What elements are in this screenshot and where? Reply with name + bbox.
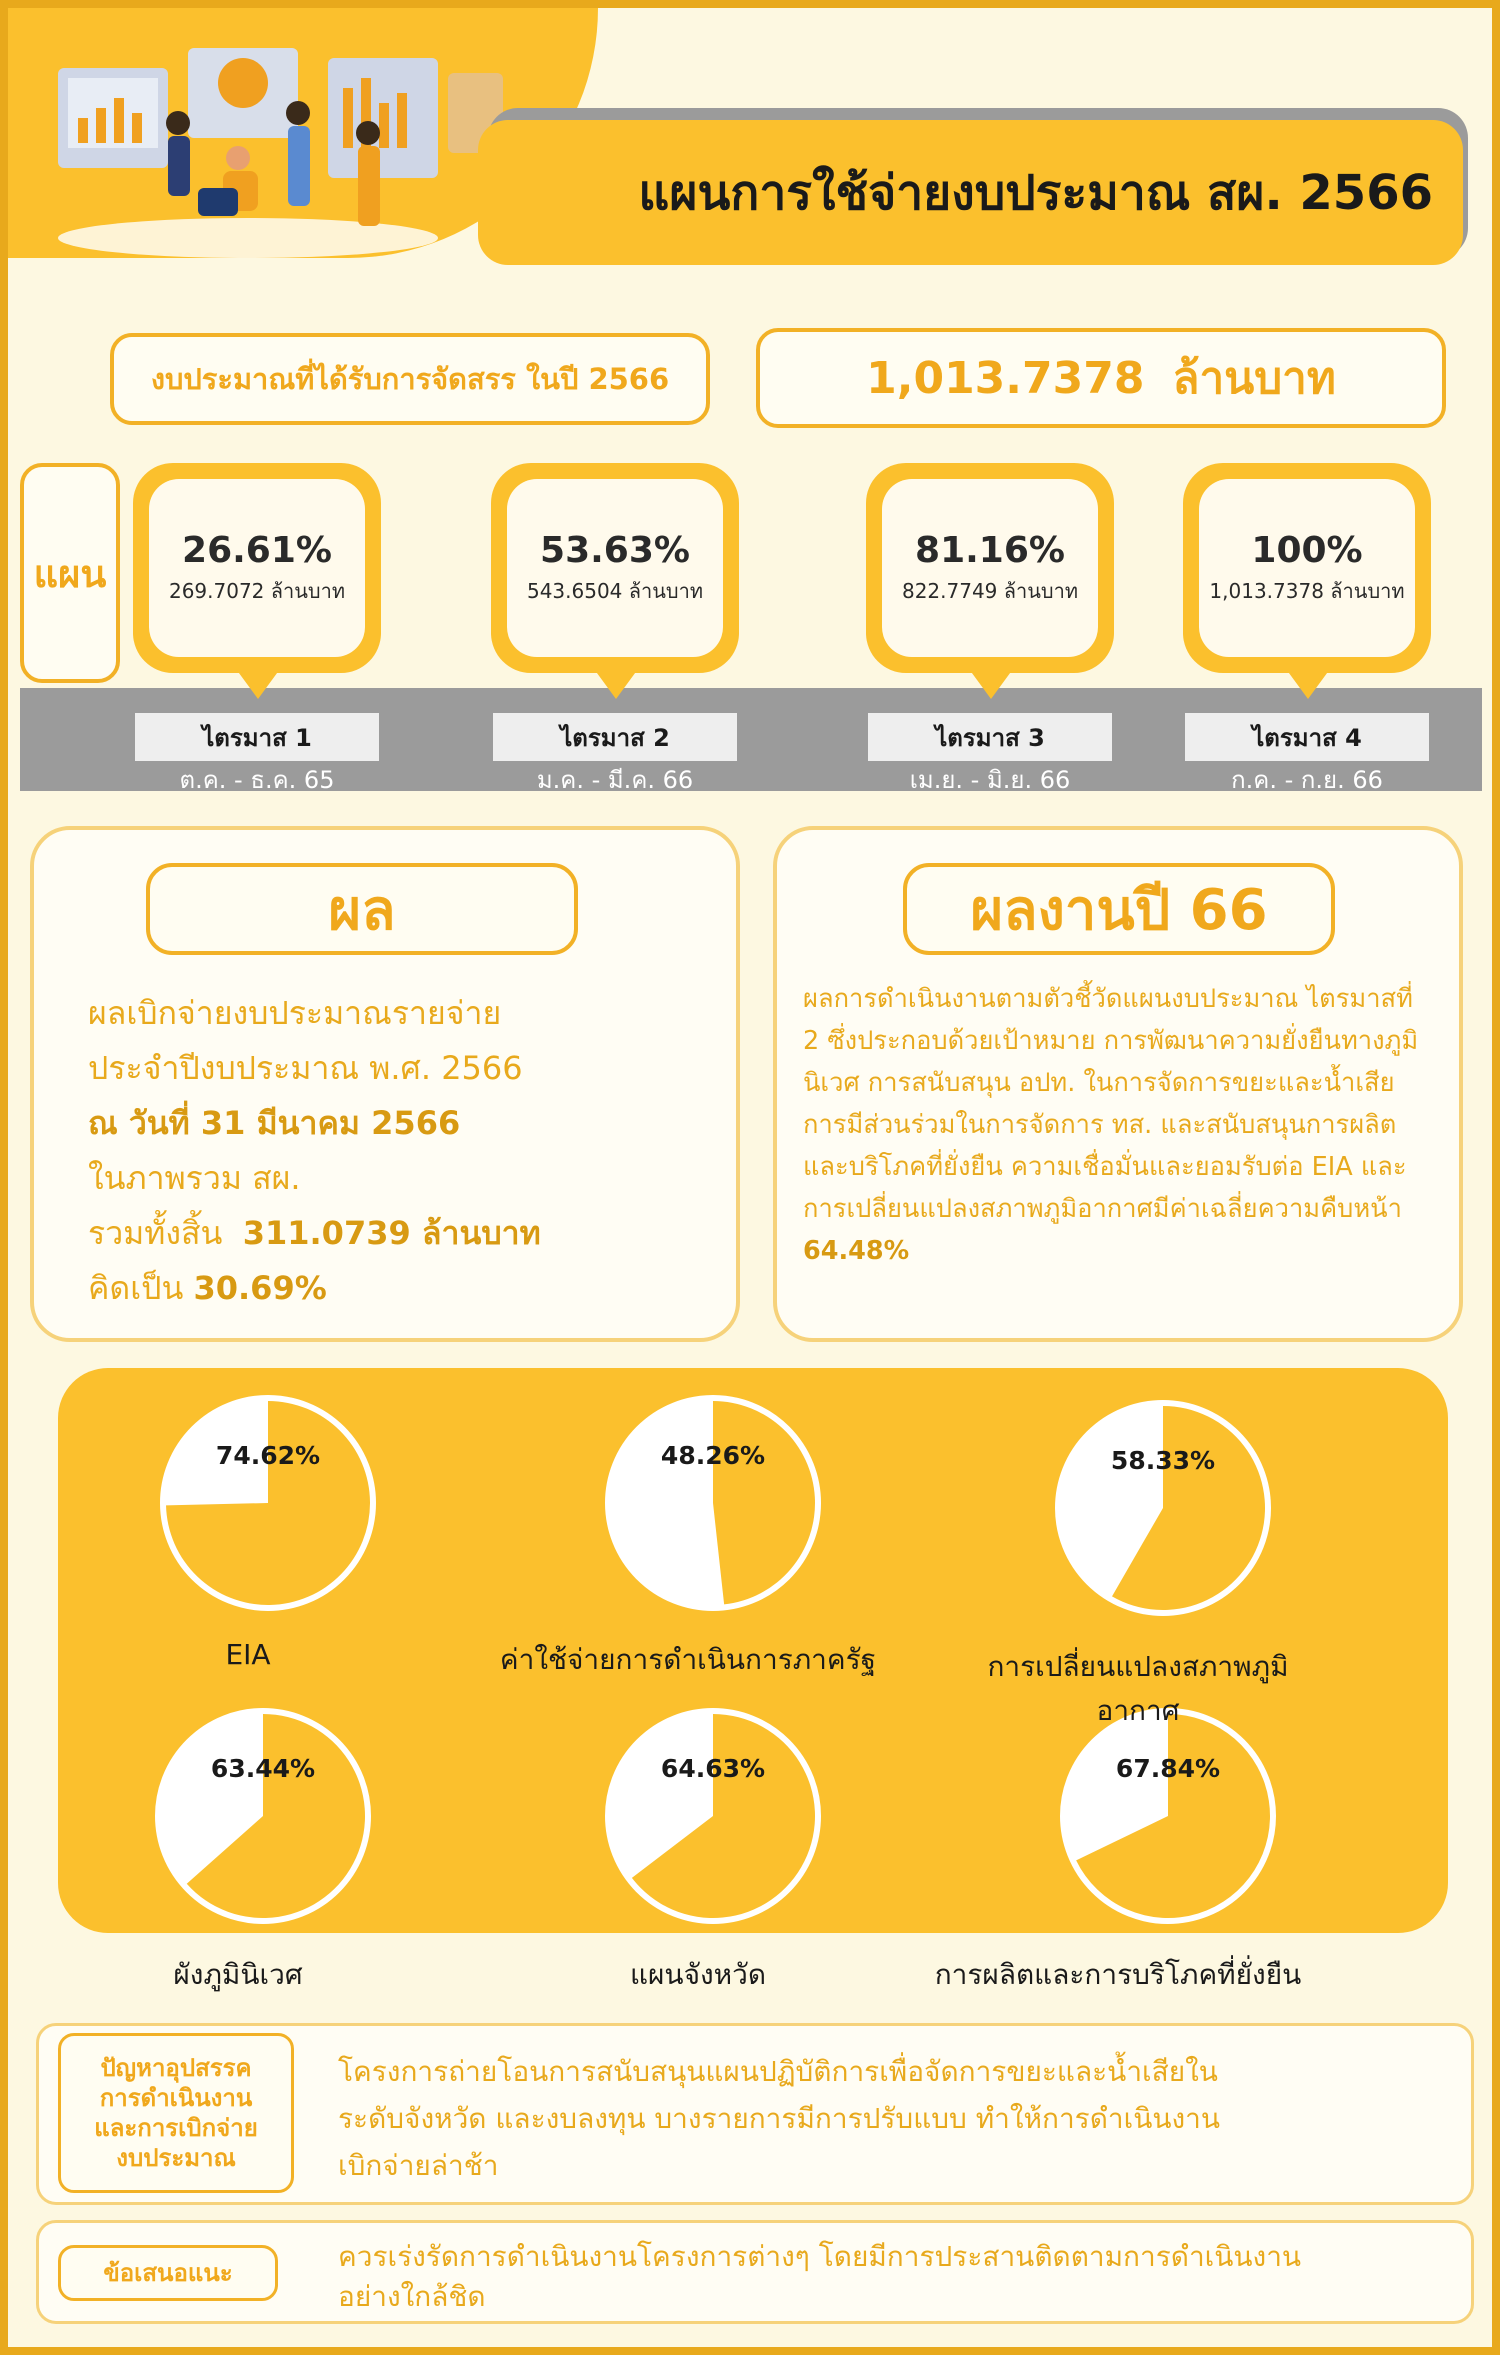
problems-label-1: ปัญหาอุปสรรค <box>100 2054 252 2082</box>
pie-slice-1 <box>713 1401 815 1604</box>
suggestion-label-box <box>58 2245 278 2301</box>
quarter-1-amount: 269.7072 ล้านบาท <box>168 578 346 603</box>
suggestion-line-1: ควรเร่งรัดการดำเนินงานโครงการต่างๆ โดยมีการประสานติดตามการดำเนินงาน <box>338 2240 1302 2273</box>
performance-description: ผลการดำเนินงานตามตัวชี้วัดแผนงบประมาณ ไตรมาสที่ 2 ซึ่งประกอบด้วยเป้าหมาย การพัฒนาความยั่งยืนทางภูมินิเวศ การสนับสนุน อปท. ในการจัดการขยะและน้ำเสีย การมีส่วนร่วมในการจัดการ ทส. และสนับสนุนการผลิตและบริโภคที่ยั่งยืน ความเชื่อมั่นและยอมรับต่อ EIA และการเปลี่ยนแปลงสภาพภูมิอากาศมีค่าเฉลี่ยความคืบหน้า <box>803 984 1419 1224</box>
budget-amount: 1,013.7378 <box>866 352 1145 404</box>
suggestion-label: ข้อเสนอแนะ <box>103 2259 233 2287</box>
quarter-1-label: ไตรมาส 1 <box>135 713 379 761</box>
suggestion-line-2: อย่างใกล้ชิด <box>338 2280 486 2313</box>
problems-label-2: การดำเนินงาน <box>99 2084 253 2112</box>
result-total-value: 311.0739 ล้านบาท <box>242 1214 541 1252</box>
pie-label-1: ค่าใช้จ่ายการดำเนินการภาครัฐ <box>499 1643 877 1676</box>
page-title: แผนการใช้จ่ายงบประมาณ สผ. 2566 <box>638 164 1433 221</box>
pie-value-4: 64.63% <box>660 1754 766 1784</box>
infographic-page <box>8 8 1492 2347</box>
problems-line-1: โครงการถ่ายโอนการสนับสนุนแผนปฏิบัติการเพื่อจัดการขยะและน้ำเสียใน <box>338 2055 1218 2088</box>
problems-line-2: ระดับจังหวัด และงบลงทุน บางรายการมีการปรับแบบ ทำให้การดำเนินงาน <box>338 2102 1221 2135</box>
pie-label-2: การเปลี่ยนแปลงสภาพภูมิอากาศ <box>987 1650 1289 1727</box>
quarter-2-amount: 543.6504 ล้านบาท <box>526 578 704 603</box>
pie-value-2: 58.33% <box>1110 1446 1216 1476</box>
quarter-2-pct: 53.63% <box>540 529 690 571</box>
quarter-3-months: เม.ย. - มิ.ย. 66 <box>909 766 1071 794</box>
result-pct-value: 30.69% <box>193 1269 327 1307</box>
problems-label-3: และการเบิกจ่าย <box>94 2114 258 2142</box>
plan-label: แผน <box>33 551 107 596</box>
pie-value-0: 74.62% <box>215 1441 321 1471</box>
budget-unit: ล้านบาท <box>1172 353 1336 404</box>
pie-label-0: EIA <box>225 1638 271 1671</box>
quarter-4-label: ไตรมาส 4 <box>1185 713 1429 761</box>
result-total-prefix: รวมทั้งสิ้น <box>88 1214 223 1252</box>
pie-value-3: 63.44% <box>210 1754 316 1784</box>
performance-title: ผลงานปี 66 <box>970 877 1268 943</box>
pie-label-4: แผนจังหวัด <box>629 1958 767 1991</box>
pie-label-5: การผลิตและการบริโภคที่ยั่งยืน <box>934 1958 1302 1991</box>
result-line-2: ประจำปีงบประมาณ พ.ศ. 2566 <box>88 1049 523 1087</box>
pie-label-3: ผังภูมินิเวศ <box>173 1958 303 1991</box>
pie-value-5: 67.84% <box>1115 1754 1221 1784</box>
quarter-3-amount: 822.7749 ล้านบาท <box>901 578 1079 603</box>
problems-label-4: งบประมาณ <box>116 2144 236 2172</box>
quarter-4-months: ก.ค. - ก.ย. 66 <box>1231 766 1383 794</box>
result-date: ณ วันที่ 31 มีนาคม 2566 <box>88 1104 461 1142</box>
pie-value-1: 48.26% <box>660 1441 766 1471</box>
result-title: ผล <box>328 877 396 943</box>
quarter-1-months: ต.ค. - ธ.ค. 65 <box>179 766 335 794</box>
quarter-1-pct: 26.61% <box>182 529 332 571</box>
result-pct-prefix: คิดเป็น <box>88 1269 184 1307</box>
quarter-4-pct: 100% <box>1251 529 1363 571</box>
quarter-4-amount: 1,013.7378 ล้านบาท <box>1209 578 1405 603</box>
quarter-2-months: ม.ค. - มี.ค. 66 <box>536 766 694 794</box>
result-line-4: ในภาพรวม สผ. <box>88 1159 301 1197</box>
problems-label <box>58 2033 294 2193</box>
quarter-3-pct: 81.16% <box>915 529 1065 571</box>
budget-label: งบประมาณที่ได้รับการจัดสรร ในปี 2566 <box>150 362 670 396</box>
quarter-2-label: ไตรมาส 2 <box>493 713 737 761</box>
result-line-1: ผลเบิกจ่ายงบประมาณรายจ่าย <box>88 994 502 1032</box>
quarter-3-label: ไตรมาส 3 <box>868 713 1112 761</box>
performance-value: 64.48% <box>803 1236 910 1266</box>
problems-line-3: เบิกจ่ายล่าช้า <box>338 2149 499 2182</box>
